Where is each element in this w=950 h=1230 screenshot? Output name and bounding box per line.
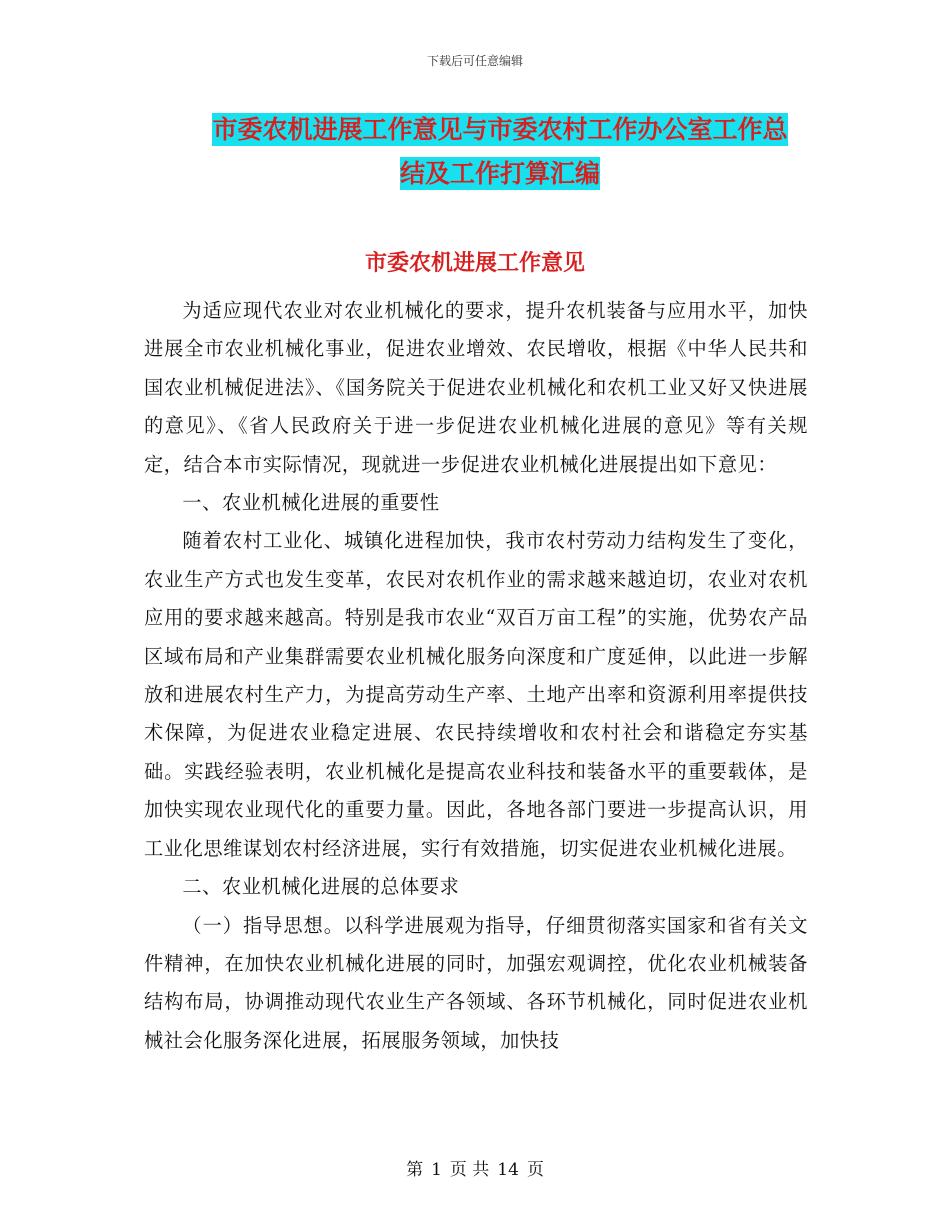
footer-suffix: 页 <box>526 1160 544 1180</box>
heading-requirements: 二、农业机械化进展的总体要求 <box>182 875 460 899</box>
body-text <box>144 292 808 1060</box>
section-title: 市委农机进展工作意见 <box>364 251 585 276</box>
footer-total-pages: 14 <box>497 1160 519 1180</box>
paragraph-guiding-thought: （一）指导思想。以科学进展观为指导，仔细贯彻落实国家和省有关文件精神，在加快农业机械化进展的同时，加强宏观调控，优化农业机械装备结构布局，协调推动现代农业生产各领域、各环节机械化，同时促进农业机械社会化服务深化进展，拓展服务领域，加快技 <box>144 913 808 1052</box>
page-footer <box>0 1155 950 1180</box>
heading-importance: 一、农业机械化进展的重要性 <box>182 491 440 515</box>
paragraph-importance: 随着农村工业化、城镇化进程加快，我市农村劳动力结构发生了变化，农业生产方式也发生变革，农民对农机作业的需求越来越迫切，农业对农机应用的要求越来越高。特别是我市农业“双百万亩工程”的实施，优势农产品区域布局和产业集群需要农业机械化服务向深度和广度延伸，以此进一步解放和进展农村生产力，为提高劳动生产率、土地产出率和资源利用率提供技术保障，为促进农业稳定进展、农民持续增收和农村社会和谐稳定夯实基础。实践经验表明，农业机械化是提高农业科技和装备水平的重要载体，是加快实现农业现代化的重要力量。因此，各地各部门要进一步提高认识，用工业化思维谋划农村经济进展，实行有效措施，切实促进农业机械化进展。 <box>144 529 808 860</box>
main-title <box>120 108 880 196</box>
header-note: 下载后可任意编辑 <box>426 54 523 68</box>
footer-page-number: 1 <box>431 1160 442 1180</box>
footer-prefix: 第 <box>406 1160 424 1180</box>
main-title-line-2: 结及工作打算汇编 <box>399 159 600 188</box>
footer-mid: 页 共 <box>449 1160 490 1180</box>
paragraph-intro: 为适应现代农业对农业机械化的要求，提升农机装备与应用水平，加快进展全市农业机械化事业，促进农业增效、农民增收，根据《中华人民共和国农业机械促进法》、《国务院关于促进农业机械化和农机工业又好又快进展的意见》、《省人民政府关于进一步促进农业机械化进展的意见》等有关规定，结合本市实际情况，现就进一步促进农业机械化进展提出如下意见： <box>144 299 808 476</box>
main-title-line-1: 市委农机进展工作意见与市委农村工作办公室工作总 <box>212 115 788 144</box>
